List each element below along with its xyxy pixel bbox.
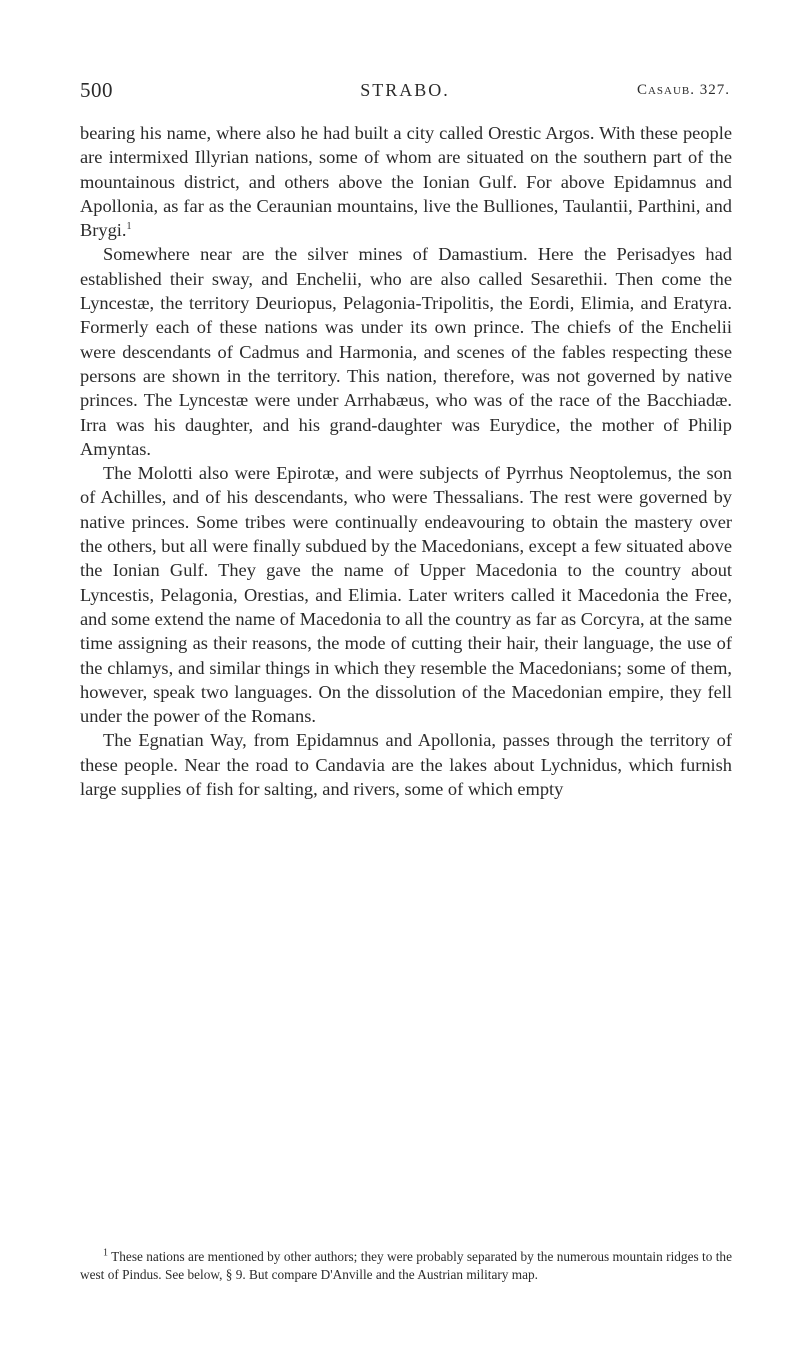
casaubon-reference: Casaub. 327. [636,82,730,98]
footnotes [80,1248,732,1283]
running-title: STRABO. [360,80,450,100]
main-text [80,121,732,801]
footnote [80,1248,732,1283]
paragraph: Somewhere near are the silver mines of Damastium. Here the Perisadyes had established their sway, and Enchelii, who are also called Sesarethii. Then come the Lyncestæ, the territory Deuriopus, Pelagonia-Tripolitis, the Eordi, Elimia, and Eratyra. Formerly each of these nations was under its own prince. The chiefs of the Enchelii were descendants of Cadmus and Harmonia, and scenes of the fables respecting these persons are shown in the territory. This nation, therefore, was not governed by native princes. The Lyncestæ were under Arrhabæus, who was of the race of the Bacchiadæ. Irra was his daughter, and his grand-daughter was Eurydice, the mother of Philip Amyntas. [80,244,732,459]
footnote-number: 1 [103,1247,108,1259]
footnote-text: These nations are mentioned by other authors; they were probably separated by the numerous mountain ridges to the west of Pindus. See below, § 9. But compare D'Anville and the Austrian military map. [80,1249,732,1282]
running-header [80,78,730,108]
page-number: 500 [80,78,113,102]
paragraph: The Egnatian Way, from Epidamnus and Apollonia, passes through the territory of these people. Near the road to Candavia are the lakes about Lychnidus, which furnish large supplies of fish for salting, and rivers, some of which empty [80,730,732,800]
paragraph [80,121,732,242]
paragraph-text: bearing his name, where also he had built a city called Orestic Argos. With these people are intermixed Illyrian nations, some of whom are situated on the southern part of the mountainous district, and others above the Ionian Gulf. For above Epidamnus and Apollonia, as far as the Ceraunian mountains, live the Bulliones, Taulantii, Parthini, and Brygi. [80,123,732,241]
paragraph: The Molotti also were Epirotæ, and were subjects of Pyrrhus Neoptolemus, the son of Achilles, and of his descendants, who were Thessalians. The rest were governed by native princes. Some tribes were continually endeavouring to obtain the mastery over the others, but all were finally subdued by the Macedonians, except a few situated above the Ionian Gulf. They gave the name of Upper Macedonia to the country about Lyncestis, Pelagonia, Orestias, and Elimia. Later writers called it Macedonia the Free, and some extend the name of Macedonia to all the country as far as Corcyra, at the same time assigning as their reasons, the mode of cutting their hair, their language, the use of the chlamys, and similar things in which they resemble the Macedonians; some of them, however, speak two languages. On the dissolution of the Macedonian empire, they fell under the power of the Romans. [80,463,732,727]
footnote-marker: 1 [126,221,132,233]
